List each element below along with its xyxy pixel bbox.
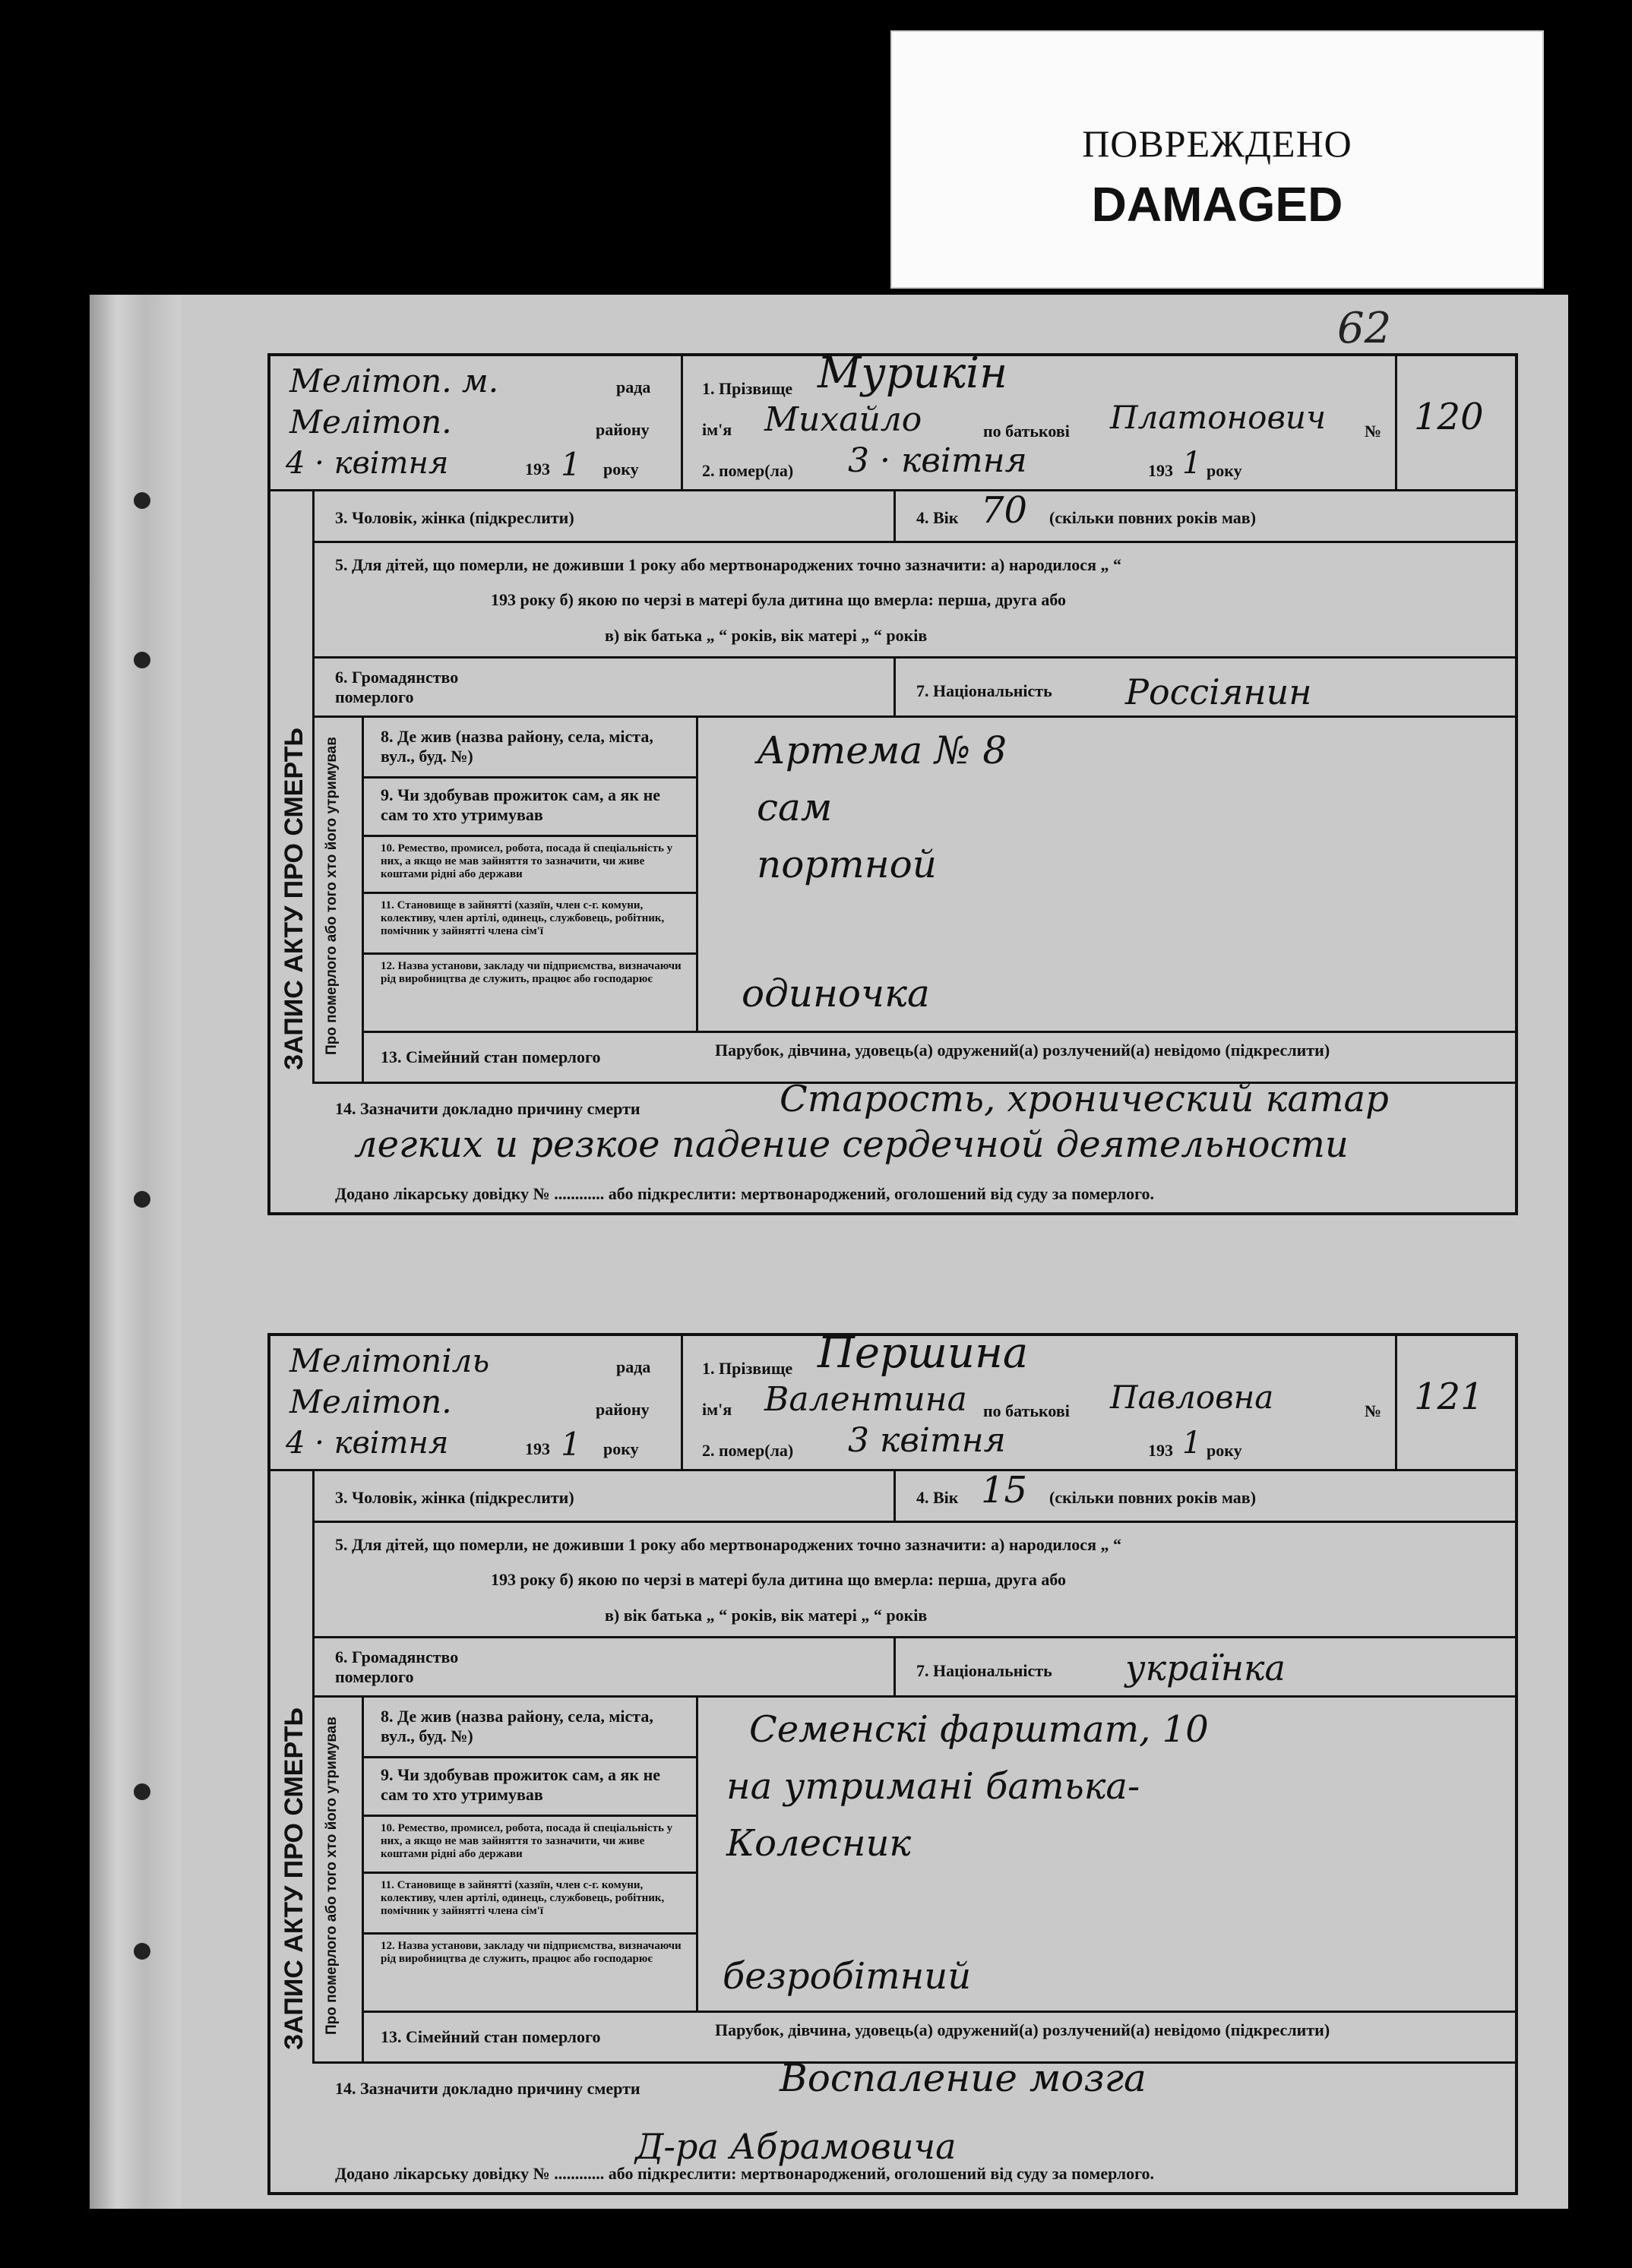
livelihood-value: сам <box>757 785 833 829</box>
record-number: 120 <box>1414 396 1484 438</box>
patronymic-value: Павловна <box>1110 1379 1274 1416</box>
death-roku-label: року <box>1207 461 1242 480</box>
nationality-label: 7. Національність <box>916 681 1052 700</box>
death-roku-label: року <box>1207 1441 1242 1460</box>
page-number: 62 <box>1337 304 1392 353</box>
sex-label: 3. Чоловік, жінка (підкреслити) <box>335 508 574 527</box>
reg-year-suffix: 1 <box>561 1426 581 1463</box>
children-line-3: в) вік батька „ “ років, вік матері „ “ років <box>605 626 928 645</box>
given-label: ім'я <box>702 1400 732 1419</box>
nationality-value: Россіянин <box>1125 671 1312 712</box>
reg-year-suffix: 1 <box>561 446 581 483</box>
death-year-label: 193 <box>1148 1441 1173 1460</box>
raion-value: Мелітоп. <box>289 403 452 441</box>
children-line-1: 5. Для дітей, що померли, не доживши 1 року або мертвонароджених точно зазначити: а) народилося „ “ <box>335 555 1121 574</box>
rada-label: рада <box>616 1357 651 1376</box>
nationality-value: українка <box>1125 1647 1286 1688</box>
institution-label: 12. Назва установи, закладу чи підприємства, визначаючи рід виробництва де служить, працює або господарює <box>381 1940 682 1965</box>
raion-value: Мелітоп. <box>289 1383 452 1420</box>
residence-value: Семенскі фарштат, 10 <box>749 1708 1209 1751</box>
surname-label: 1. Прізвище <box>702 1359 793 1378</box>
cause-line-2: легких и резкое падение сердечной деятельности <box>354 1123 1349 1166</box>
death-year-suffix: 1 <box>1182 1426 1202 1461</box>
children-line-3: в) вік батька „ “ років, вік матері „ “ років <box>605 1606 928 1625</box>
rada-value: Мелітопіль <box>289 1342 490 1379</box>
rada-label: рада <box>616 377 651 396</box>
reg-date-value: 4 · квітня <box>286 1426 449 1461</box>
age-label: 4. Вік <box>916 1488 959 1507</box>
death-record-1 <box>267 349 1518 1215</box>
occupation-label: 10. Ремество, промисел, робота, посада й спеціальність у них, а якщо не мав зайняття то зазначити, чи живе коштами рідні або держави <box>381 1822 673 1860</box>
patronymic-label: по батькові <box>983 1401 1070 1420</box>
surname-label: 1. Прізвище <box>702 379 793 398</box>
occupation-value: Колесник <box>726 1822 912 1865</box>
sex-label: 3. Чоловік, жінка (підкреслити) <box>335 1488 574 1507</box>
death-record-2 <box>267 1328 1518 2195</box>
stamp-line-en: DAMAGED <box>1091 177 1343 232</box>
damaged-stamp <box>890 30 1544 289</box>
binding-hole <box>134 652 150 668</box>
side-subtitle: Про померлого або того хто його утримував <box>324 1717 340 2035</box>
stamp-line-ua: ПОВРЕЖДЕНО <box>1082 122 1352 165</box>
status-label: 11. Становище в зайнятті (хазяїн, член с-г. комуни, колективу, член артілі, одинець, службовець, робітник, помічник у зайнятті члена сім'ї <box>381 899 665 937</box>
given-value: Михайло <box>764 400 922 439</box>
attached-note: Додано лікарську довідку № ............ або підкреслити: мертвонароджений, оголошений від суду за померлого. <box>335 1184 1155 1203</box>
number-label: № <box>1365 1401 1382 1420</box>
death-year-label: 193 <box>1148 461 1173 480</box>
binding-hole <box>134 492 150 509</box>
binding-hole <box>134 1191 150 1208</box>
livelihood-label: 9. Чи здобував прожиток сам, а як не сам то хто утримував <box>381 1765 661 1804</box>
institution-label: 12. Назва установи, закладу чи підприємства, визначаючи рід виробництва де служить, працює або господарює <box>381 960 682 985</box>
marital-label: 13. Сімейний стан померлого <box>381 2027 601 2046</box>
surname-value: Першина <box>818 1328 1029 1378</box>
age-label: 4. Вік <box>916 508 959 527</box>
age-note: (скільки повних років мав) <box>1049 508 1257 527</box>
occupation-label: 10. Ремество, промисел, робота, посада й спеціальність у них, а якщо не мав зайняття то зазначити, чи живе коштами рідні або держави <box>381 842 673 880</box>
binding-hole <box>134 1783 150 1800</box>
citizenship-label: 6. Громадянство померлого <box>335 668 459 706</box>
livelihood-label: 9. Чи здобував прожиток сам, а як не сам то хто утримував <box>381 785 661 824</box>
livelihood-value: на утримані батька- <box>726 1765 1140 1808</box>
age-value: 15 <box>981 1469 1028 1511</box>
residence-label: 8. Де жив (назва району, села, міста, вул., буд. №) <box>381 1707 653 1745</box>
reg-year-label: 193 <box>525 1439 550 1458</box>
institution-value: одиночка <box>742 971 930 1016</box>
children-line-1: 5. Для дітей, що померли, не доживши 1 року або мертвонароджених точно зазначити: а) народилося „ “ <box>335 1535 1121 1554</box>
attached-note: Додано лікарську довідку № ............ або підкреслити: мертвонароджений, оголошений від суду за померлого. <box>335 2164 1155 2183</box>
rada-value: Мелітоп. м. <box>289 362 499 400</box>
status-label: 11. Становище в зайнятті (хазяїн, член с-г. комуни, колективу, член артілі, одинець, службовець, робітник, помічник у зайнятті члена сім'ї <box>381 1879 665 1917</box>
marital-options: Парубок, дівчина, удовець(а) одружений(а) розлучений(а) невідомо (підкреслити) <box>715 1041 1330 1060</box>
age-value: 70 <box>981 489 1028 532</box>
died-label: 2. помер(ла) <box>702 461 794 480</box>
patronymic-value: Платонович <box>1110 399 1327 436</box>
side-subtitle: Про померлого або того хто його утримував <box>324 737 340 1055</box>
children-line-2: 193 року б) якою по черзі в матері була дитина що вмерла: перша, друга або <box>491 590 1067 609</box>
reg-roku-label: року <box>603 460 639 479</box>
cause-label: 14. Зазначити докладно причину смерти <box>335 2079 640 2098</box>
age-note: (скільки повних років мав) <box>1049 1488 1257 1507</box>
reg-date-value: 4 · квітня <box>286 446 449 481</box>
side-title: ЗАПИС АКТУ ПРО СМЕРТЬ <box>280 728 308 1070</box>
death-date-value: 3 · квітня <box>848 441 1027 480</box>
number-label: № <box>1365 422 1382 441</box>
citizenship-label: 6. Громадянство померлого <box>335 1647 459 1686</box>
marital-options: Парубок, дівчина, удовець(а) одружений(а) розлучений(а) невідомо (підкреслити) <box>715 2020 1330 2039</box>
residence-value: Артема № 8 <box>757 728 1007 772</box>
record-number: 121 <box>1414 1376 1484 1418</box>
reg-roku-label: року <box>603 1439 639 1458</box>
children-line-2: 193 року б) якою по черзі в матері була дитина що вмерла: перша, друга або <box>491 1570 1067 1589</box>
institution-value: безробітний <box>723 1955 972 1998</box>
nationality-label: 7. Національність <box>916 1661 1052 1680</box>
side-title: ЗАПИС АКТУ ПРО СМЕРТЬ <box>280 1707 308 2050</box>
died-label: 2. помер(ла) <box>702 1441 794 1460</box>
cause-label: 14. Зазначити докладно причину смерти <box>335 1099 640 1118</box>
given-value: Валентина <box>764 1380 967 1419</box>
binding-spine <box>90 295 181 2209</box>
doctor-value: Д-ра Абрамовича <box>635 2126 957 2167</box>
binding-hole <box>134 1943 150 1960</box>
cause-line-1: Воспаление мозга <box>780 2056 1147 2100</box>
residence-label: 8. Де жив (назва району, села, міста, вул., буд. №) <box>381 727 653 766</box>
patronymic-label: по батькові <box>983 422 1070 441</box>
marital-label: 13. Сімейний стан померлого <box>381 1047 601 1066</box>
surname-value: Мурикін <box>818 349 1007 398</box>
cause-line-1: Старость, хронический катар <box>780 1078 1389 1120</box>
raion-label: району <box>596 420 650 439</box>
death-year-suffix: 1 <box>1182 446 1202 481</box>
reg-year-label: 193 <box>525 460 550 479</box>
occupation-value: портной <box>757 842 937 886</box>
raion-label: району <box>596 1400 650 1419</box>
death-date-value: 3 квітня <box>848 1421 1006 1460</box>
given-label: ім'я <box>702 420 732 439</box>
